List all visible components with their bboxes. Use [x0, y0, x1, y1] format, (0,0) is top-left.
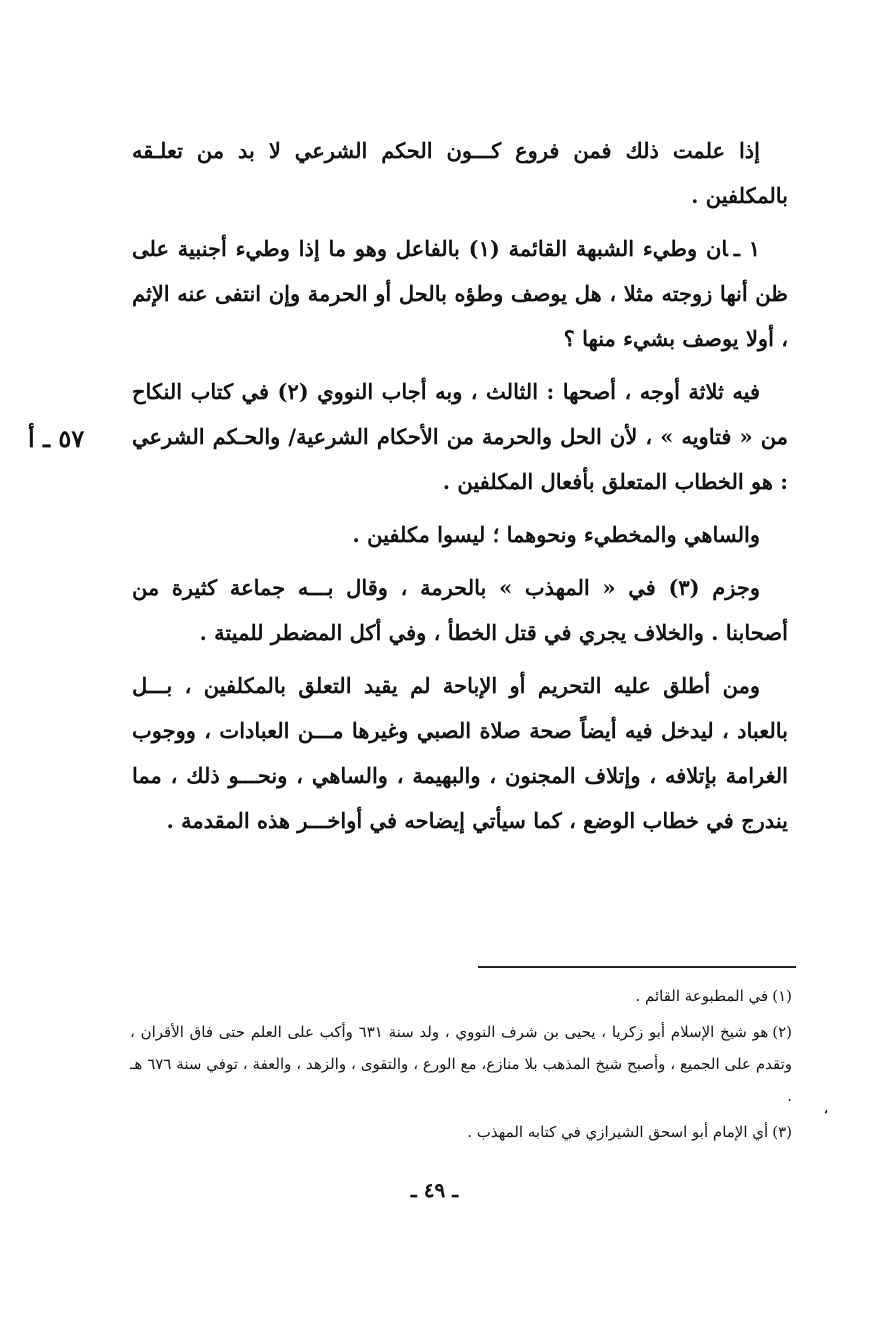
paragraph-item-1 [132, 226, 788, 361]
footnote-text: أي الإمام أبو اسحق الشيرازي في كتابه المهذب . [467, 1123, 769, 1141]
paragraph-man: ومن أطلق عليه التحريم أو الإباحة لم يقيد التعلق بالمكلفين ، بـــل بالعباد ، ليدخل فيه أيضاً صحة صلاة الصبي وغيرها مـــن العبادات ، ووجوب الغرامة بإتلافه ، وإتلاف المجنون ، والبهيمة ، والساهي ، ونحـــو ذلك ، مما يندرج في خطاب الوضع ، كما سيأتي إيضاحه في أواخـــر هذه المقدمة . [132, 673, 788, 833]
manuscript-folio-note: ٥٧ ـ أ [28, 424, 85, 453]
item-text: ان وطيء الشبهة القائمة (١) بالفاعل وهو ما إذا وطيء أجنبية على ظن أنها زوجته مثلا ، هل يوصف وطؤه بالحل أو الحرمة وإن انتفى عنه الإثم ، أولا يوصف بشيء منها ؟ [132, 236, 788, 351]
footnote-marker: (٢) [772, 1023, 793, 1041]
footnote-text: هو شيخ الإسلام أبو زكريا ، يحيى بن شرف النووي ، ولد سنة ٦٣١ وأكب على العلم حتى فاق الأقران ، وتقدم على الجميع ، وأصبح شيخ المذهب بلا منازع، مع الورع ، والتقوى ، والزهد ، والعفة ، توفي سنة ٦٧٦ هـ . [130, 1023, 792, 1105]
footnote-marker: (١) [772, 987, 792, 1005]
footnote-marker: (٣) [772, 1123, 792, 1141]
paragraph-answer: فيه ثلاثة أوجه ، أصحها : الثالث ، وبه أجاب النووي (٢) في كتاب النكاح من « فتاويه » ، لأن الحل والحرمة من الأحكام الشرعية/ والحـكم الشرعي : هو الخطاب المتعلق بأفعال المكلفين . [132, 379, 788, 494]
footnotes [130, 980, 792, 1152]
edge-mark: ، [824, 1102, 828, 1116]
paragraph-intro: إذا علمت ذلك فمن فروع كـــون الحكم الشرعي لا بد من تعلـقه بالمكلفين . [132, 138, 788, 208]
page-number: ـ ٤٩ ـ [410, 1178, 459, 1202]
paragraph-jazm: وجزم (٣) في « المهذب » بالحرمة ، وقال بـــه جماعة كثيرة من أصحابنا . والخلاف يجري في قتل الخطأ ، وفي أكل المضطر للميتة . [132, 575, 788, 645]
footnote [130, 980, 792, 1012]
footnote-divider [478, 966, 796, 968]
footnote [130, 1016, 792, 1112]
item-number: ١ ـ [733, 236, 760, 261]
main-text [132, 128, 788, 851]
footnote-text: في المطبوعة القائم . [635, 987, 769, 1005]
footnote [130, 1116, 792, 1148]
paragraph-sahi: والساهي والمخطيء ونحوهما ؛ ليسوا مكلفين . [352, 522, 760, 547]
